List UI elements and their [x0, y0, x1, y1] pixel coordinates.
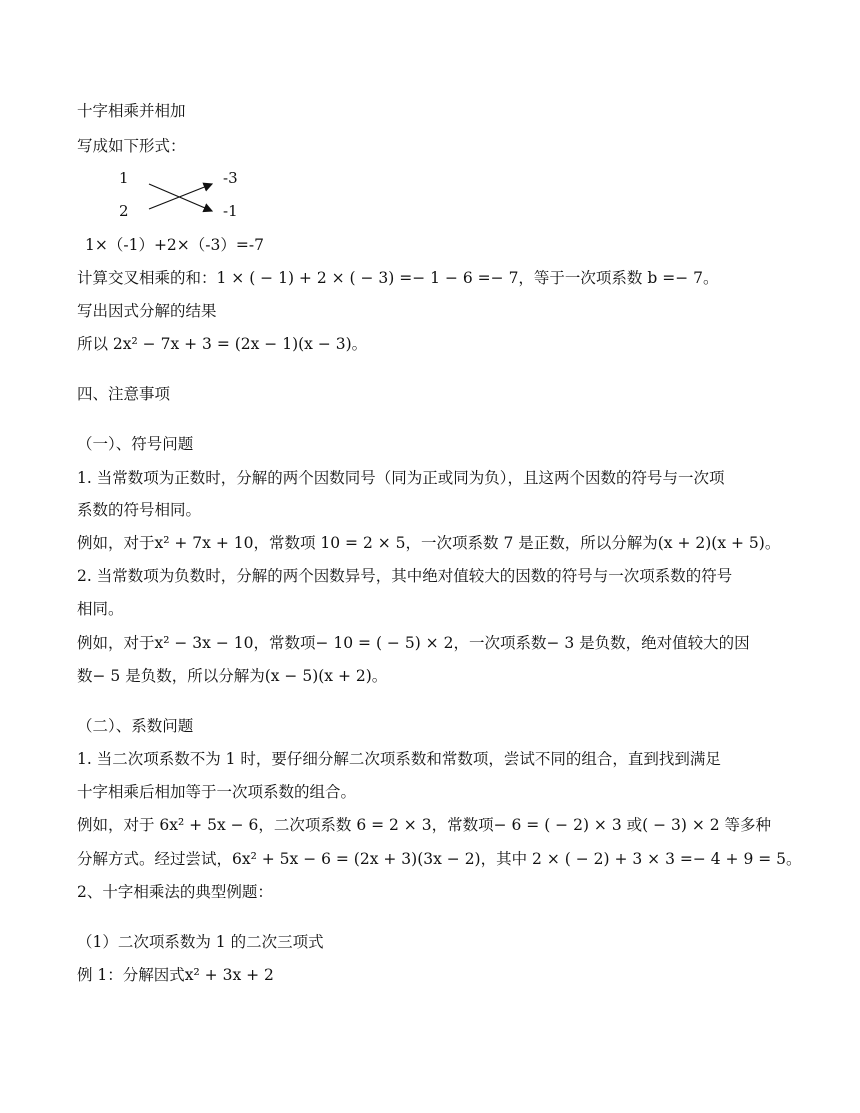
cross-left-top: 1 [119, 169, 129, 187]
cross-left-bottom: 2 [119, 202, 129, 220]
text-line: 例如，对于x² + 7x + 10，常数项 10 = 2 × 5，一次项系数 7 是正数，所以分解为(x + 2)(x + 5)。 [77, 534, 781, 552]
subsection-heading: （一）、符号问题 [77, 435, 194, 453]
section-heading: 四、注意事项 [77, 385, 171, 403]
text-line: 2、十字相乘法的典型例题： [77, 883, 273, 901]
text-line: 例如，对于x² − 3x − 10，常数项− 10 = ( − 5) × 2，一次项系数− 3 是负数，绝对值较大的因 [77, 634, 750, 652]
text-line: 1×（-1）+2×（-3）=-7 [85, 236, 264, 254]
cross-right-top: -3 [223, 169, 238, 187]
text-line: 相同。 [77, 600, 124, 618]
text-line: 十字相乘后相加等于一次项系数的组合。 [77, 783, 357, 801]
cross-multiplication-diagram [115, 168, 255, 222]
text-line: 计算交叉相乘的和：1 × ( − 1) + 2 × ( − 3) =− 1 − 6 =− 7，等于一次项系数 b =− 7。 [77, 269, 719, 287]
subsection-heading: （二）、系数问题 [77, 717, 194, 735]
text-line: 1. 当常数项为正数时，分解的两个因数同号（同为正或同为负），且这两个因数的符号与一次项 [77, 469, 725, 487]
text-line: 所以 2x² − 7x + 3 = (2x − 1)(x − 3)。 [77, 335, 368, 353]
text-line: 2. 当常数项为负数时，分解的两个因数异号，其中绝对值较大的因数的符号与一次项系数的符号 [77, 567, 733, 585]
text-line: 写出因式分解的结果 [77, 302, 217, 320]
text-line: 分解方式。经过尝试，6x² + 5x − 6 = (2x + 3)(3x − 2)，其中 2 × ( − 2) + 3 × 3 =− 4 + 9 = 5。 [77, 850, 802, 868]
text-line: 十字相乘并相加 [77, 102, 186, 120]
text-line: 写成如下形式： [77, 137, 186, 155]
text-line: 例如，对于 6x² + 5x − 6，二次项系数 6 = 2 × 3，常数项− 6 = ( − 2) × 3 或( − 3) × 2 等多种 [77, 816, 772, 834]
text-line: 系数的符号相同。 [77, 501, 202, 519]
text-line: 例 1：分解因式x² + 3x + 2 [77, 966, 274, 984]
cross-right-bottom: -1 [223, 202, 238, 220]
text-line: 数− 5 是负数，所以分解为(x − 5)(x + 2)。 [77, 667, 388, 685]
text-line: 1. 当二次项系数不为 1 时，要仔细分解二次项系数和常数项，尝试不同的组合，直到找到满足 [77, 750, 721, 768]
subsection-heading: （1）二次项系数为 1 的二次三项式 [77, 933, 324, 951]
